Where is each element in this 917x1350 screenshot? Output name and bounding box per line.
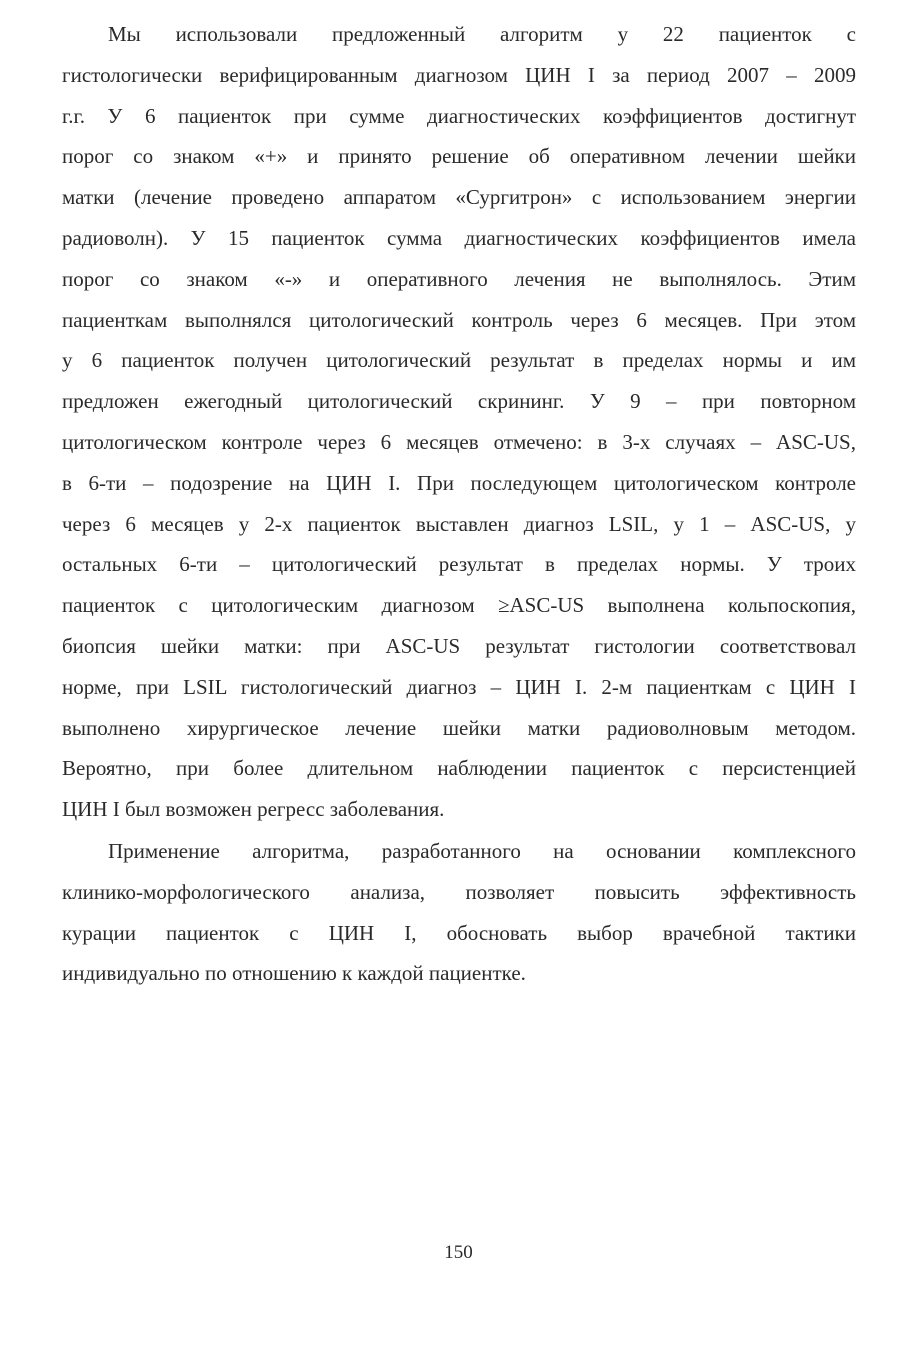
text-line: курации пациенток с ЦИН I, обосновать выбор врачебной тактики <box>62 920 856 945</box>
text-line: остальных 6-ти – цитологический результат в пределах нормы. У троих <box>62 552 856 577</box>
text-line: порог со знаком «-» и оперативного лечения не выполнялось. Этим <box>62 266 856 291</box>
text-line: выполнено хирургическое лечение шейки матки радиоволновым методом. <box>62 715 856 740</box>
text-line: порог со знаком «+» и принято решение об оперативном лечении шейки <box>62 144 856 169</box>
text-line: г.г. У 6 пациенток при сумме диагностических коэффициентов достигнут <box>62 103 856 128</box>
text-line: цитологическом контроле через 6 месяцев отмечено: в 3-х случаях – ASC-US, <box>62 429 856 454</box>
text-line: Вероятно, при более длительном наблюдении пациенток с персистенцией <box>62 756 856 781</box>
paragraph-algorithm-results <box>62 14 856 830</box>
text-line: радиоволн). У 15 пациенток сумма диагностических коэффициентов имела <box>62 225 856 250</box>
text-line: Мы использовали предложенный алгоритм у 22 пациенток с <box>108 22 856 46</box>
text-line: в 6-ти – подозрение на ЦИН I. При последующем цитологическом контроле <box>62 470 856 495</box>
paragraph-conclusion <box>62 831 856 994</box>
text-line: биопсия шейки матки: при ASC-US результат гистологии соответствовал <box>62 633 856 658</box>
text-line: гистологически верифицированным диагнозом ЦИН I за период 2007 – 2009 <box>62 62 856 87</box>
text-line: матки (лечение проведено аппаратом «Сургитрон» с использованием энергии <box>62 185 856 210</box>
page-number: 150 <box>444 1242 473 1263</box>
text-line: клинико-морфологического анализа, позволяет повысить эффективность <box>62 879 856 904</box>
text-line: индивидуально по отношению к каждой пациентке. <box>62 961 526 986</box>
text-line: у 6 пациенток получен цитологический результат в пределах нормы и им <box>62 348 856 373</box>
text-line: ЦИН I был возможен регресс заболевания. <box>62 797 445 822</box>
text-line: Применение алгоритма, разработанного на основании комплексного <box>108 839 856 863</box>
text-line: пациенток с цитологическим диагнозом ≥ASC-US выполнена кольпоскопия, <box>62 593 856 618</box>
text-line: норме, при LSIL гистологический диагноз – ЦИН I. 2-м пациенткам с ЦИН I <box>62 674 856 699</box>
text-line: через 6 месяцев у 2-х пациенток выставлен диагноз LSIL, у 1 – ASC-US, у <box>62 511 856 536</box>
text-line: пациенткам выполнялся цитологический контроль через 6 месяцев. При этом <box>62 307 856 332</box>
text-line: предложен ежегодный цитологический скрининг. У 9 – при повторном <box>62 389 856 414</box>
